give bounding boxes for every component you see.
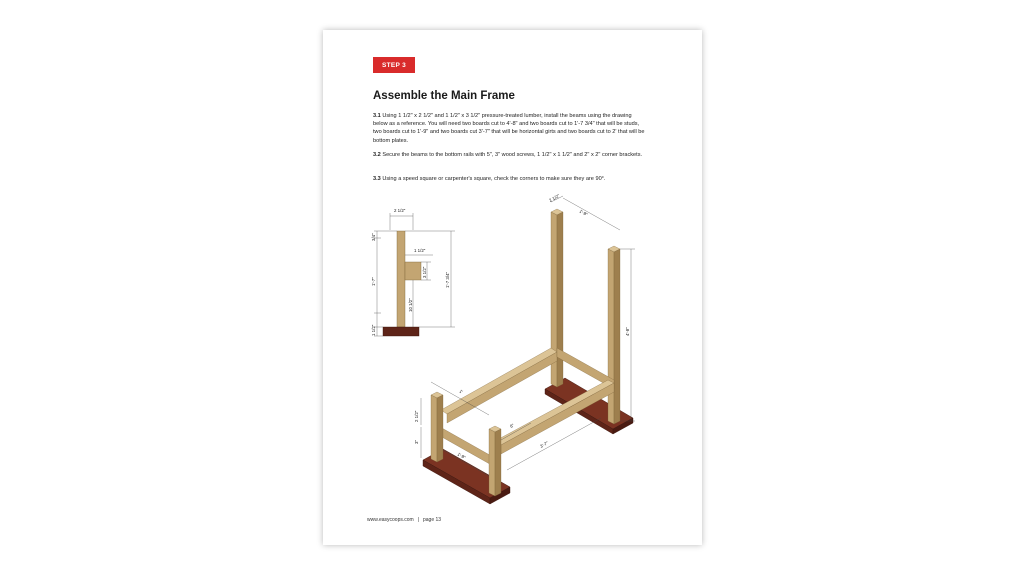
- dim-top-gap: 3/4": [371, 233, 376, 241]
- page-title: Assemble the Main Frame: [373, 90, 515, 102]
- page-footer: [367, 517, 441, 523]
- instruction-number: 3.2: [373, 152, 381, 158]
- instruction-text: Using 1 1/2" x 2 1/2" and 1 1/2" x 3 1/2" pressure-treated lumber, install the beams using the drawing below as a reference. You will need two boards cut to 4'-8" and two boards cut to 1'-7 3/4" that will be studs, two boards cut to 1'-9" and two boards cut 3'-7" that will be horizontal girts and two boards cut to 2' that will be bottom plates.: [373, 113, 645, 144]
- dim-left-upper: 2 1/2": [414, 410, 419, 422]
- dim-post-top: 2 1/2": [548, 193, 561, 203]
- dim-right-height: 4'-8": [625, 327, 630, 336]
- dim-left-width: 1': [458, 388, 464, 395]
- dim-long-span: 3'-7": [539, 440, 550, 449]
- footer-separator: |: [417, 517, 419, 523]
- dim-beam-width: 1 1/2": [414, 248, 426, 253]
- dim-lower-height: 10 1/2": [408, 298, 413, 312]
- dim-left-height: 1'-7": [371, 277, 376, 286]
- footer-page-number: page 13: [423, 517, 442, 523]
- instruction-text: Using a speed square or carpenter's square, check the corners to make sure they are 90°.: [380, 176, 606, 182]
- dim-left-lower: 3": [414, 439, 419, 444]
- instruction-number: 3.3: [373, 176, 381, 182]
- dim-base-height: 1 1/2": [371, 324, 376, 336]
- dim-front-span: 1'-9": [456, 451, 467, 461]
- dim-top-width: 2 1/2": [394, 208, 406, 213]
- instruction-number: 3.1: [373, 113, 381, 119]
- frame-isometric-drawing: [323, 30, 702, 545]
- dim-beam-height: 3 1/2": [422, 266, 427, 278]
- dim-gap: 8": [509, 422, 515, 429]
- long-girt-left: [441, 348, 557, 414]
- dim-top-span: 1'-9": [578, 208, 589, 218]
- footer-site: www.easycoops.com: [367, 517, 414, 523]
- dim-right-height: 1'-7 3/4": [445, 271, 450, 288]
- step-badge: STEP 3: [373, 57, 415, 73]
- instruction-text: Secure the beams to the bottom rails with 5", 3" wood screws, 1 1/2" x 1 1/2" and 2" x 2" corner brackets.: [380, 152, 643, 158]
- document-page: [323, 30, 702, 545]
